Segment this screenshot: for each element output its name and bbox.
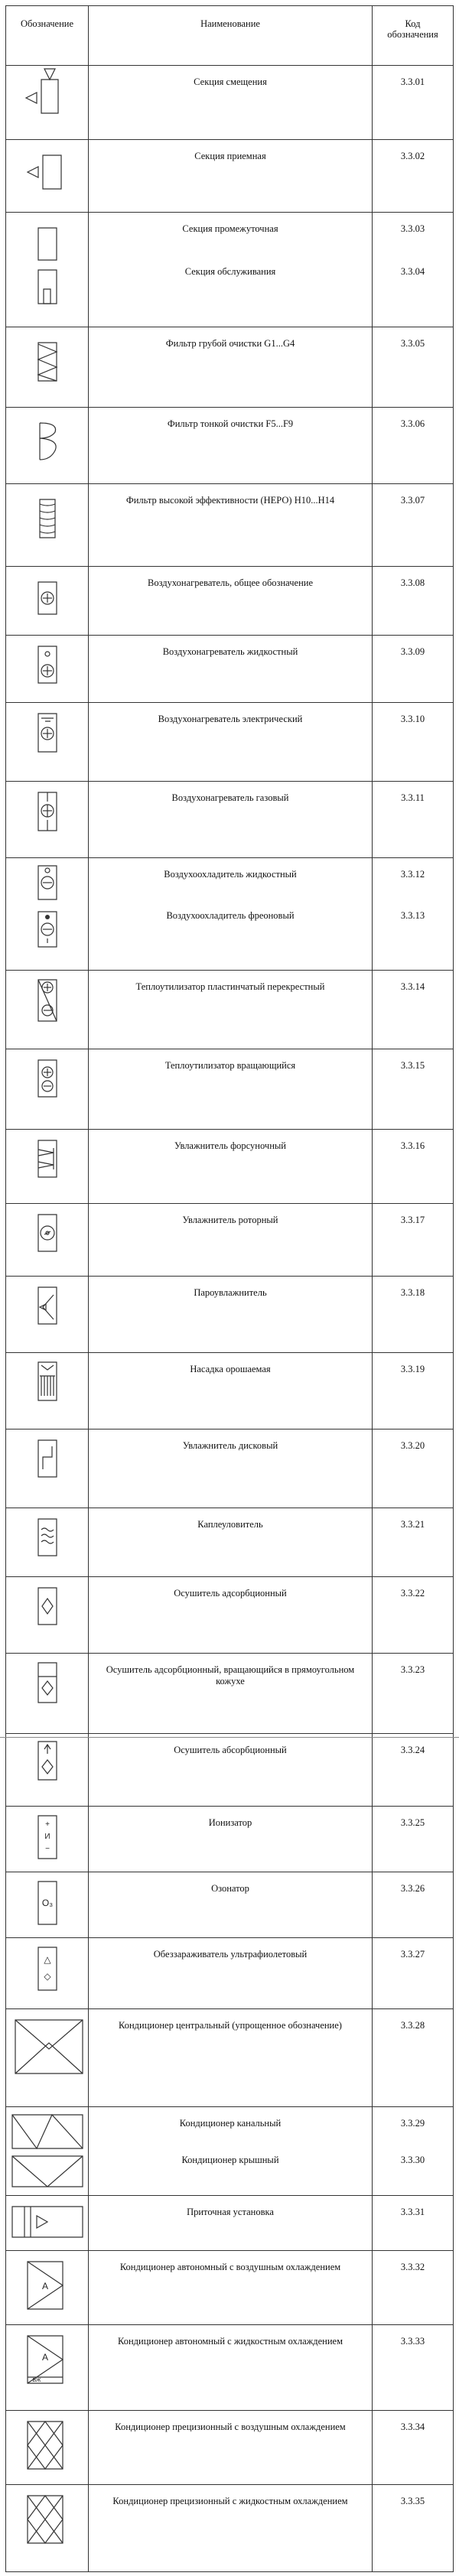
table-row: [6, 971, 454, 1049]
equipment-name: Насадка орошаемая: [190, 1364, 271, 1374]
symbol-cell: [6, 1353, 89, 1429]
symbol-cell: [6, 2251, 89, 2325]
ozonator-icon: [6, 1872, 88, 1938]
symbol-cell: [6, 1654, 89, 1734]
ionizer-icon: [6, 1807, 88, 1872]
table-row: [6, 1130, 454, 1204]
code-cell: [373, 2411, 454, 2485]
code-cell: [373, 1654, 454, 1734]
equipment-code: 3.3.12: [400, 869, 425, 880]
equipment-name: Секция приемная: [194, 151, 266, 161]
symbol-cell: [6, 2107, 89, 2196]
code-cell: [373, 1277, 454, 1353]
symbol-cell: [6, 703, 89, 782]
symbol-cell: [6, 1938, 89, 2009]
equipment-name: Воздухоохладитель фреоновый: [166, 910, 295, 921]
symbol-cell: [6, 858, 89, 971]
equipment-code: 3.3.34: [400, 2422, 425, 2432]
code-cell: [373, 567, 454, 636]
equipment-name: Ионизатор: [208, 1817, 252, 1828]
equipment-name: Кондиционер прецизионный с воздушным охлаждением: [115, 2422, 346, 2432]
code-cell: [373, 1049, 454, 1130]
table-row: [6, 408, 454, 484]
table-row: [6, 2251, 454, 2325]
table-row: [6, 2325, 454, 2411]
equipment-name: Кондиционер центральный (упрощенное обозначение): [119, 2020, 342, 2031]
name-cell: [89, 2325, 373, 2411]
steam-humidifier-icon: [6, 1277, 88, 1353]
equipment-code: 3.3.23: [400, 1664, 425, 1675]
name-cell: [89, 1204, 373, 1277]
equipment-name: Кондиционер автономный с воздушным охлаждением: [119, 2262, 341, 2272]
name-cell: [89, 1429, 373, 1508]
equipment-code: 3.3.18: [400, 1287, 425, 1298]
table-row: [6, 703, 454, 782]
nozzle-humidifier-icon: [6, 1130, 88, 1204]
name-cell: [89, 1577, 373, 1654]
code-cell: [373, 1938, 454, 2009]
ionizer-letter-label: И: [44, 1833, 50, 1841]
autonomous-ac-air-icon: [6, 2251, 88, 2325]
equipment-name: Пароувлажнитель: [194, 1287, 267, 1298]
mixing-section-icon: [6, 66, 88, 140]
duct-roof-ac-icon: [6, 2107, 88, 2196]
rotary-adsorption-dryer-icon: [6, 1654, 88, 1734]
symbol-cell: [6, 1807, 89, 1872]
code-cell: [373, 1577, 454, 1654]
name-cell: [89, 782, 373, 858]
equipment-code: 3.3.13: [400, 910, 425, 921]
droplet-eliminator-icon: [6, 1508, 88, 1577]
header-symbol: Обозначение: [6, 6, 89, 66]
precision-ac-air-icon: [6, 2411, 88, 2485]
code-cell: [373, 782, 454, 858]
symbol-cell: [6, 636, 89, 703]
symbol-cell: [6, 213, 89, 327]
equipment-code: 3.3.16: [400, 1140, 425, 1151]
autonomous-sub-label: ВЖ: [32, 2378, 41, 2383]
equipment-name: Увлажнитель форсуночный: [174, 1140, 286, 1151]
header-name: Наименование: [89, 6, 373, 66]
uv-diamond-label: ◇: [44, 1971, 51, 1982]
equipment-name: Воздухонагреватель жидкостный: [162, 646, 298, 657]
symbol-cell: [6, 484, 89, 567]
symbol-cell: [6, 2009, 89, 2107]
intake-section-icon: [6, 140, 88, 213]
symbol-cell: [6, 2325, 89, 2411]
equipment-code: 3.3.32: [400, 2262, 425, 2272]
name-cell: [89, 140, 373, 213]
equipment-code: 3.3.17: [400, 1215, 425, 1225]
equipment-code: 3.3.31: [400, 2207, 425, 2217]
equipment-name: Секция промежуточная: [182, 223, 278, 234]
code-cell: [373, 1353, 454, 1429]
name-cell: [89, 2196, 373, 2251]
table-row: [6, 1654, 454, 1734]
rotor-humidifier-icon: [6, 1204, 88, 1277]
symbol-cell: [6, 1734, 89, 1807]
table-row: [6, 1204, 454, 1277]
name-cell: [89, 2485, 373, 2572]
code-cell: [373, 1807, 454, 1872]
equipment-code: 3.3.03: [400, 223, 425, 234]
table-row: [6, 782, 454, 858]
symbol-cell: [6, 2196, 89, 2251]
symbol-cell: [6, 971, 89, 1049]
table-row: [6, 1734, 454, 1807]
table-row: [6, 66, 454, 140]
name-cell: [89, 1734, 373, 1807]
header-code: Код обозначения: [373, 6, 454, 66]
name-cell: [89, 66, 373, 140]
equipment-code: 3.3.19: [400, 1364, 425, 1374]
autonomous-ac-liquid-icon: [6, 2325, 88, 2411]
gas-heater-icon: [6, 782, 88, 858]
code-cell: [373, 327, 454, 408]
code-cell: [373, 2251, 454, 2325]
code-cell: [373, 213, 454, 327]
code-cell: [373, 703, 454, 782]
equipment-code: 3.3.06: [400, 418, 425, 429]
equipment-name: Воздухонагреватель, общее обозначение: [147, 577, 313, 588]
name-cell: [89, 213, 373, 327]
code-cell: [373, 1130, 454, 1204]
symbol-cell: [6, 1049, 89, 1130]
name-cell: [89, 408, 373, 484]
equipment-code: 3.3.05: [400, 338, 425, 349]
ionizer-minus-label: −: [45, 1845, 50, 1853]
equipment-code: 3.3.01: [400, 76, 425, 87]
table-row: [6, 1938, 454, 2009]
liquid-heater-icon: [6, 636, 88, 703]
equipment-name: Фильтр тонкой очистки F5...F9: [167, 418, 294, 429]
code-cell: [373, 1204, 454, 1277]
table-row: [6, 213, 454, 327]
code-cell: [373, 408, 454, 484]
equipment-code: 3.3.20: [400, 1440, 425, 1451]
equipment-name: Кондиционер крышный: [181, 2155, 279, 2165]
equipment-code: 3.3.30: [400, 2155, 425, 2165]
equipment-code: 3.3.29: [400, 2118, 425, 2129]
symbol-cell: [6, 1872, 89, 1938]
equipment-code: 3.3.14: [400, 981, 425, 992]
equipment-code: 3.3.09: [400, 646, 425, 657]
symbol-cell: [6, 1277, 89, 1353]
equipment-name: Секция смещения: [194, 76, 267, 87]
equipment-code: 3.3.24: [400, 1745, 425, 1755]
equipment-code: 3.3.25: [400, 1817, 425, 1828]
code-cell: [373, 2009, 454, 2107]
code-cell: [373, 1508, 454, 1577]
symbol-cell: [6, 1429, 89, 1508]
table-row: [6, 567, 454, 636]
symbol-cell: [6, 1130, 89, 1204]
symbol-cell: [6, 2485, 89, 2572]
name-cell: [89, 327, 373, 408]
code-cell: [373, 2485, 454, 2572]
equipment-code: 3.3.15: [400, 1060, 425, 1071]
equipment-symbols-table: [5, 5, 454, 2569]
code-cell: [373, 636, 454, 703]
code-cell: [373, 2325, 454, 2411]
equipment-name: Кондиционер прецизионный с жидкостным охлаждением: [112, 2496, 348, 2506]
hepa-filter-icon: [6, 484, 88, 567]
equipment-name: Секция обслуживания: [184, 266, 276, 277]
equipment-code: 3.3.10: [400, 714, 425, 724]
equipment-name: Увлажнитель дисковый: [182, 1440, 278, 1451]
table-row: [6, 1429, 454, 1508]
autonomous-letter-label: A: [41, 2281, 49, 2291]
plate-heat-recovery-icon: [6, 971, 88, 1049]
name-cell: [89, 1277, 373, 1353]
intermediate-service-section-icon: [6, 213, 88, 327]
symbol-cell: [6, 1577, 89, 1654]
table-row: [6, 636, 454, 703]
equipment-code: 3.3.08: [400, 577, 425, 588]
table-row: [6, 484, 454, 567]
code-cell: [373, 1734, 454, 1807]
equipment-code: 3.3.22: [400, 1588, 425, 1599]
equipment-name: Воздухонагреватель электрический: [158, 714, 303, 724]
electric-heater-icon: [6, 703, 88, 782]
coarse-filter-icon: [6, 327, 88, 408]
equipment-name: Теплоутилизатор пластинчатый перекрестный: [135, 981, 325, 992]
symbol-cell: [6, 327, 89, 408]
code-cell: [373, 1872, 454, 1938]
code-cell: [373, 66, 454, 140]
table-row: [6, 2107, 454, 2196]
equipment-name: Теплоутилизатор вращающийся: [164, 1060, 296, 1071]
equipment-name: Фильтр грубой очистки G1...G4: [165, 338, 295, 349]
name-cell: [89, 703, 373, 782]
code-cell: [373, 484, 454, 567]
table-row: [6, 2196, 454, 2251]
table-row: [6, 2485, 454, 2572]
table-row: [6, 1807, 454, 1872]
adsorption-dryer-icon: [6, 1577, 88, 1654]
code-cell: [373, 971, 454, 1049]
symbol-cell: [6, 1508, 89, 1577]
code-cell: [373, 2196, 454, 2251]
code-cell: [373, 2107, 454, 2196]
name-cell: [89, 1654, 373, 1734]
central-ac-icon: [6, 2009, 88, 2107]
equipment-code: 3.3.28: [400, 2020, 425, 2031]
equipment-name: Осушитель адсорбционный, вращающийся в прямоугольном кожухе: [106, 1664, 355, 1686]
equipment-name: Озонатор: [211, 1883, 249, 1894]
symbol-cell: [6, 408, 89, 484]
code-cell: [373, 1429, 454, 1508]
name-cell: [89, 2251, 373, 2325]
table-row: [6, 327, 454, 408]
air-cooler-icon: [6, 858, 88, 971]
equipment-code: 3.3.07: [400, 495, 425, 506]
symbol-cell: [6, 140, 89, 213]
name-cell: [89, 484, 373, 567]
name-cell: [89, 1130, 373, 1204]
table-row: [6, 858, 454, 971]
disc-humidifier-icon: [6, 1429, 88, 1508]
table-row: [6, 140, 454, 213]
table-row: [6, 2411, 454, 2485]
equipment-code: 3.3.33: [400, 2336, 425, 2347]
name-cell: [89, 2107, 373, 2196]
equipment-name: Кондиционер автономный с жидкостным охлаждением: [118, 2336, 343, 2347]
equipment-name: Воздухонагреватель газовый: [171, 792, 289, 803]
absorption-dryer-icon: [6, 1734, 88, 1807]
equipment-name: Приточная установка: [187, 2207, 274, 2217]
symbol-cell: [6, 782, 89, 858]
name-cell: [89, 1508, 373, 1577]
equipment-name: Обеззараживатель ультрафиолетовый: [153, 1949, 308, 1960]
page-break-line: [0, 1737, 459, 1738]
irrigated-packing-icon: [6, 1353, 88, 1429]
table-row: [6, 1872, 454, 1938]
equipment-name: Воздухоохладитель жидкостный: [164, 869, 297, 880]
equipment-code: 3.3.02: [400, 151, 425, 161]
supply-unit-icon: [6, 2196, 88, 2251]
uv-triangle-label: △: [44, 1954, 51, 1965]
name-cell: [89, 2411, 373, 2485]
equipment-code: 3.3.04: [400, 266, 425, 277]
uv-disinfector-icon: [6, 1938, 88, 2009]
equipment-code: 3.3.27: [400, 1949, 425, 1960]
equipment-code: 3.3.26: [400, 1883, 425, 1894]
equipment-name: Увлажнитель роторный: [182, 1215, 278, 1225]
precision-ac-liquid-icon: [6, 2485, 88, 2572]
name-cell: [89, 1049, 373, 1130]
symbol-cell: [6, 2411, 89, 2485]
table-row: [6, 1277, 454, 1353]
name-cell: [89, 567, 373, 636]
table-row: [6, 1049, 454, 1130]
name-cell: [89, 858, 373, 971]
equipment-name: Кондиционер канальный: [179, 2118, 282, 2129]
code-cell: [373, 858, 454, 971]
name-cell: [89, 1872, 373, 1938]
name-cell: [89, 2009, 373, 2107]
table-row: [6, 1508, 454, 1577]
symbol-cell: [6, 1204, 89, 1277]
name-cell: [89, 1938, 373, 2009]
equipment-name: Каплеуловитель: [197, 1519, 263, 1530]
name-cell: [89, 1807, 373, 1872]
code-cell: [373, 140, 454, 213]
name-cell: [89, 971, 373, 1049]
table-row: [6, 2009, 454, 2107]
table-row: [6, 1353, 454, 1429]
equipment-code: 3.3.21: [400, 1519, 425, 1530]
autonomous-letter-label: A: [41, 2352, 49, 2363]
symbol-cell: [6, 66, 89, 140]
name-cell: [89, 1353, 373, 1429]
equipment-code: 3.3.35: [400, 2496, 425, 2506]
equipment-code: 3.3.11: [401, 792, 425, 803]
table-row: [6, 1577, 454, 1654]
name-cell: [89, 636, 373, 703]
fine-filter-icon: [6, 408, 88, 484]
air-heater-icon: [6, 567, 88, 636]
symbol-cell: [6, 567, 89, 636]
equipment-name: Фильтр высокой эффективности (НЕРО) Н10...Н14: [125, 495, 335, 506]
equipment-name: Осушитель адсорбционный: [174, 1588, 287, 1599]
ionizer-plus-label: +: [45, 1820, 50, 1829]
equipment-name: Осушитель абсорбционный: [174, 1745, 287, 1755]
rotary-heat-recovery-icon: [6, 1049, 88, 1130]
ozonator-label: O₃: [41, 1898, 54, 1908]
